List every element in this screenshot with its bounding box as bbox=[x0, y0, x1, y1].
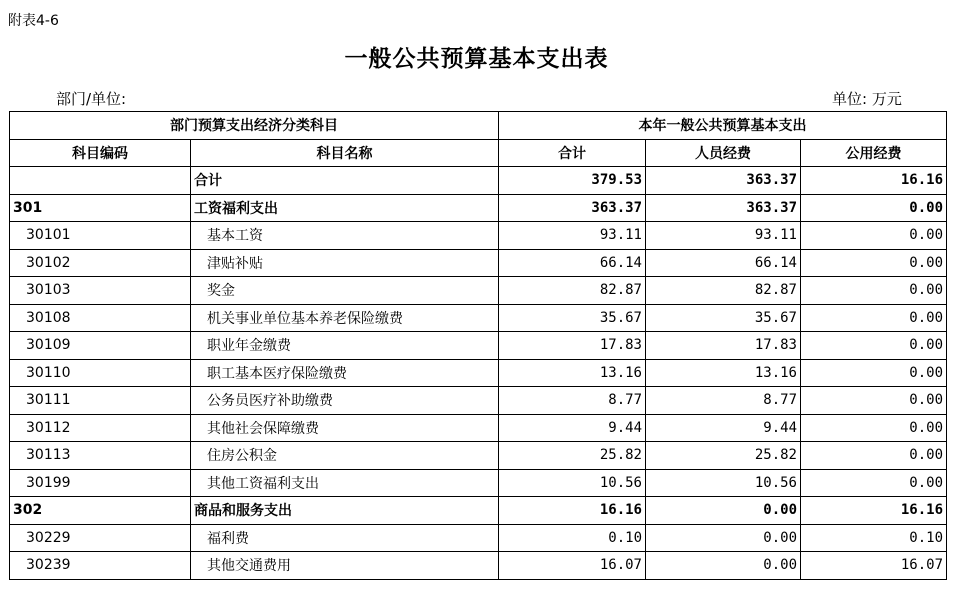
department-label: 部门/单位: bbox=[56, 90, 127, 108]
cell-personnel: 9.44 bbox=[646, 414, 801, 442]
cell-personnel: 8.77 bbox=[646, 387, 801, 415]
cell-personnel: 93.11 bbox=[646, 222, 801, 250]
cell-personnel: 17.83 bbox=[646, 332, 801, 360]
cell-total: 8.77 bbox=[499, 387, 646, 415]
cell-public: 0.00 bbox=[801, 414, 947, 442]
cell-name: 合计 bbox=[191, 167, 499, 195]
unit-label: 单位: 万元 bbox=[832, 90, 902, 108]
cell-code: 30103 bbox=[10, 277, 191, 305]
header-group-row bbox=[10, 112, 947, 140]
header-basic-expenditure: 本年一般公共预算基本支出 bbox=[499, 112, 947, 140]
cell-personnel: 0.00 bbox=[646, 524, 801, 552]
cell-name: 职工基本医疗保险缴费 bbox=[191, 359, 499, 387]
table-row bbox=[10, 414, 947, 442]
cell-public: 0.00 bbox=[801, 387, 947, 415]
cell-public: 0.00 bbox=[801, 249, 947, 277]
cell-code: 30110 bbox=[10, 359, 191, 387]
cell-total: 13.16 bbox=[499, 359, 646, 387]
budget-table bbox=[9, 111, 947, 580]
cell-name: 工资福利支出 bbox=[191, 194, 499, 222]
cell-name: 津贴补贴 bbox=[191, 249, 499, 277]
cell-public: 16.07 bbox=[801, 552, 947, 580]
cell-name: 商品和服务支出 bbox=[191, 497, 499, 525]
cell-code: 302 bbox=[10, 497, 191, 525]
cell-name: 其他社会保障缴费 bbox=[191, 414, 499, 442]
table-row bbox=[10, 304, 947, 332]
cell-total: 82.87 bbox=[499, 277, 646, 305]
cell-total: 66.14 bbox=[499, 249, 646, 277]
cell-public: 0.00 bbox=[801, 332, 947, 360]
cell-total: 363.37 bbox=[499, 194, 646, 222]
cell-total: 16.07 bbox=[499, 552, 646, 580]
cell-name: 职业年金缴费 bbox=[191, 332, 499, 360]
cell-code: 30102 bbox=[10, 249, 191, 277]
cell-name: 其他工资福利支出 bbox=[191, 469, 499, 497]
cell-code: 30113 bbox=[10, 442, 191, 470]
cell-code: 30112 bbox=[10, 414, 191, 442]
table-row bbox=[10, 524, 947, 552]
cell-name: 其他交通费用 bbox=[191, 552, 499, 580]
header-personnel: 人员经费 bbox=[646, 139, 801, 167]
table-row bbox=[10, 249, 947, 277]
cell-total: 25.82 bbox=[499, 442, 646, 470]
table-row bbox=[10, 332, 947, 360]
cell-code: 301 bbox=[10, 194, 191, 222]
cell-public: 0.00 bbox=[801, 194, 947, 222]
table-row bbox=[10, 194, 947, 222]
cell-personnel: 66.14 bbox=[646, 249, 801, 277]
cell-code: 30109 bbox=[10, 332, 191, 360]
table-row bbox=[10, 442, 947, 470]
page-title: 一般公共预算基本支出表 bbox=[344, 46, 609, 72]
cell-total: 9.44 bbox=[499, 414, 646, 442]
cell-public: 0.10 bbox=[801, 524, 947, 552]
cell-name: 奖金 bbox=[191, 277, 499, 305]
table-row bbox=[10, 387, 947, 415]
cell-public: 0.00 bbox=[801, 222, 947, 250]
table-body bbox=[10, 167, 947, 580]
table-row bbox=[10, 497, 947, 525]
header-column-row bbox=[10, 139, 947, 167]
table-row bbox=[10, 469, 947, 497]
cell-public: 0.00 bbox=[801, 359, 947, 387]
cell-name: 公务员医疗补助缴费 bbox=[191, 387, 499, 415]
cell-total: 10.56 bbox=[499, 469, 646, 497]
cell-personnel: 13.16 bbox=[646, 359, 801, 387]
cell-name: 机关事业单位基本养老保险缴费 bbox=[191, 304, 499, 332]
cell-code bbox=[10, 167, 191, 195]
cell-public: 0.00 bbox=[801, 304, 947, 332]
header-name: 科目名称 bbox=[191, 139, 499, 167]
cell-code: 30101 bbox=[10, 222, 191, 250]
table-row bbox=[10, 552, 947, 580]
header-economic-classification: 部门预算支出经济分类科目 bbox=[10, 112, 499, 140]
cell-public: 0.00 bbox=[801, 277, 947, 305]
cell-personnel: 0.00 bbox=[646, 497, 801, 525]
cell-personnel: 363.37 bbox=[646, 167, 801, 195]
cell-total: 93.11 bbox=[499, 222, 646, 250]
cell-public: 16.16 bbox=[801, 167, 947, 195]
cell-name: 基本工资 bbox=[191, 222, 499, 250]
header-public: 公用经费 bbox=[801, 139, 947, 167]
header-total: 合计 bbox=[499, 139, 646, 167]
cell-personnel: 363.37 bbox=[646, 194, 801, 222]
cell-personnel: 25.82 bbox=[646, 442, 801, 470]
cell-personnel: 10.56 bbox=[646, 469, 801, 497]
cell-code: 30111 bbox=[10, 387, 191, 415]
cell-public: 0.00 bbox=[801, 469, 947, 497]
header-code: 科目编码 bbox=[10, 139, 191, 167]
cell-code: 30239 bbox=[10, 552, 191, 580]
cell-personnel: 0.00 bbox=[646, 552, 801, 580]
cell-code: 30108 bbox=[10, 304, 191, 332]
appendix-label: 附表4-6 bbox=[8, 13, 59, 29]
table-row bbox=[10, 277, 947, 305]
cell-personnel: 35.67 bbox=[646, 304, 801, 332]
cell-code: 30229 bbox=[10, 524, 191, 552]
cell-name: 住房公积金 bbox=[191, 442, 499, 470]
cell-public: 0.00 bbox=[801, 442, 947, 470]
cell-name: 福利费 bbox=[191, 524, 499, 552]
cell-total: 379.53 bbox=[499, 167, 646, 195]
cell-total: 35.67 bbox=[499, 304, 646, 332]
cell-total: 17.83 bbox=[499, 332, 646, 360]
table-row bbox=[10, 167, 947, 195]
cell-total: 0.10 bbox=[499, 524, 646, 552]
table-row bbox=[10, 359, 947, 387]
cell-public: 16.16 bbox=[801, 497, 947, 525]
cell-total: 16.16 bbox=[499, 497, 646, 525]
cell-code: 30199 bbox=[10, 469, 191, 497]
cell-personnel: 82.87 bbox=[646, 277, 801, 305]
table-row bbox=[10, 222, 947, 250]
